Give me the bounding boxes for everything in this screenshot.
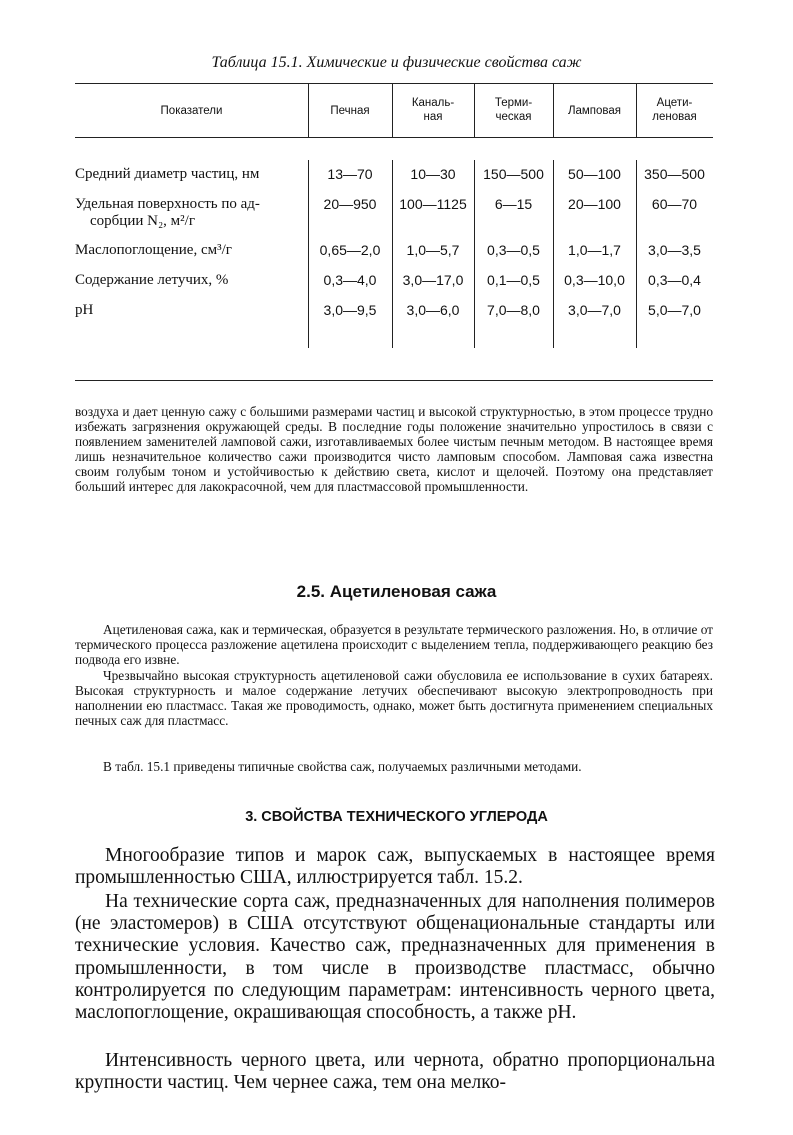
header-lamp: Ламповая [567,105,622,117]
table-cell: 0,1—0,5 [487,272,540,288]
row-label: Средний диаметр частиц, нм [75,166,260,182]
table-cell: 1,0—1,7 [568,242,621,258]
row-label: Удельная поверхность по ад- сорбции N₂, м²/г [75,196,260,229]
row-label: pH [75,302,94,318]
row-label: Содержание летучих, % [75,272,229,288]
header-channel: Каналь- ная [411,97,455,123]
paragraph-acetylene-3: В табл. 15.1 приведены типичные свойства саж, получаемых различными методами. [103,759,582,774]
table-cell: 100—1125 [399,196,467,212]
table-cell: 60—70 [651,196,698,212]
table-cell: 1,0—5,7 [406,242,460,258]
table-cell: 6—15 [494,196,533,212]
paragraph-properties-1: Многообразие типов и марок саж, выпускаемых в настоящее время промышленностью США, иллюстрируется табл. 15.2. [75,845,715,889]
table-cell: 350—500 [644,166,705,182]
table-cell: 0,3—4,0 [323,272,377,288]
table-cell: 0,3—10,0 [564,272,625,288]
table-cell: 0,3—0,4 [648,272,701,288]
table-cell: 20—100 [568,196,621,212]
paragraph-properties-3: Интенсивность черного цвета, или чернота, обратно пропорциональна крупности частиц. Чем чернее сажа, тем она мелко- [75,1050,715,1094]
chapter-title-properties: 3. СВОЙСТВА ТЕХНИЧЕСКОГО УГЛЕРОДА [245,809,548,825]
table-bottom-rule [75,380,713,381]
table-cell: 10—30 [410,166,456,182]
paragraph-acetylene-2: Чрезвычайно высокая структурность ацетиленовой сажи обусловила ее использование в сухих батареях. Высокая структурность и малое содержание летучих обеспечивают высокую электропроводность при наполнении ею пластмасс. Такая же проводимость, однако, может быть достигнута применением специальных печных саж для пластмасс. [75,668,713,728]
row-label: Маслопоглощение, см³/г [75,242,232,258]
section-title-acetylene: 2.5. Ацетиленовая сажа [296,582,497,601]
header-indicator: Показатели [160,105,223,117]
paragraph-lamp-black: воздуха и дает ценную сажу с большими размерами частиц и высокой структурностью, в этом процессе трудно избежать загрязнения окружающей среды. В последние годы положение значительно упростилось в связи с появлением заменителей ламповой сажи, изготавливаемых более чистым печным методом. В настоящее время лишь незначительное количество сажи производится чисто ламповым способом. Ламповая сажа известна своим голубым тоном и устойчивостью к действию света, кислот и щелочей. Поэтому она представляет больший интерес для лакокрасочной, чем для пластмассовой промышленности. [75,404,713,494]
table-header-rule [75,137,713,138]
table-top-rule [75,83,713,84]
table-cell: 3,0—9,5 [323,302,377,318]
table-caption: Таблица 15.1. Химические и физические свойства саж [211,54,582,71]
header-acetylene: Ацети- леновая [652,97,697,123]
table-cell: 3,0—3,5 [648,242,701,258]
header-furnace: Печная [330,105,370,117]
paragraph-acetylene-1: Ацетиленовая сажа, как и термическая, образуется в результате термического разложения. Но, в отличие от термического процесса разложение ацетилена происходит с выделением тепла, поддерживающего реакцию без подвода его извне. [75,622,713,667]
table-cell: 20—950 [323,196,377,212]
table-cell: 5,0—7,0 [648,302,701,318]
paragraph-properties-2: На технические сорта саж, предназначенных для наполнения полимеров (не эластомеров) в США отсутствуют общенациональные стандарты или технические условия. Качество саж, предназначенных для применения в промышленности, в том числе в производстве пластмасс, обычно контролируется по следующим параметрам: интенсивность черного цвета, маслопоглощение, окрашивающая способность, а также pH. [75,891,715,1024]
table-cell: 50—100 [568,166,621,182]
table-cell: 3,0—7,0 [568,302,621,318]
table-cell: 3,0—6,0 [406,302,460,318]
table-cell: 7,0—8,0 [487,302,540,318]
table-cell: 3,0—17,0 [402,272,464,288]
table-cell: 150—500 [483,166,544,182]
table-cell: 0,65—2,0 [319,242,381,258]
table-cell: 0,3—0,5 [487,242,540,258]
header-thermal: Терми- ческая [494,97,533,123]
table-cell: 13—70 [327,166,373,182]
